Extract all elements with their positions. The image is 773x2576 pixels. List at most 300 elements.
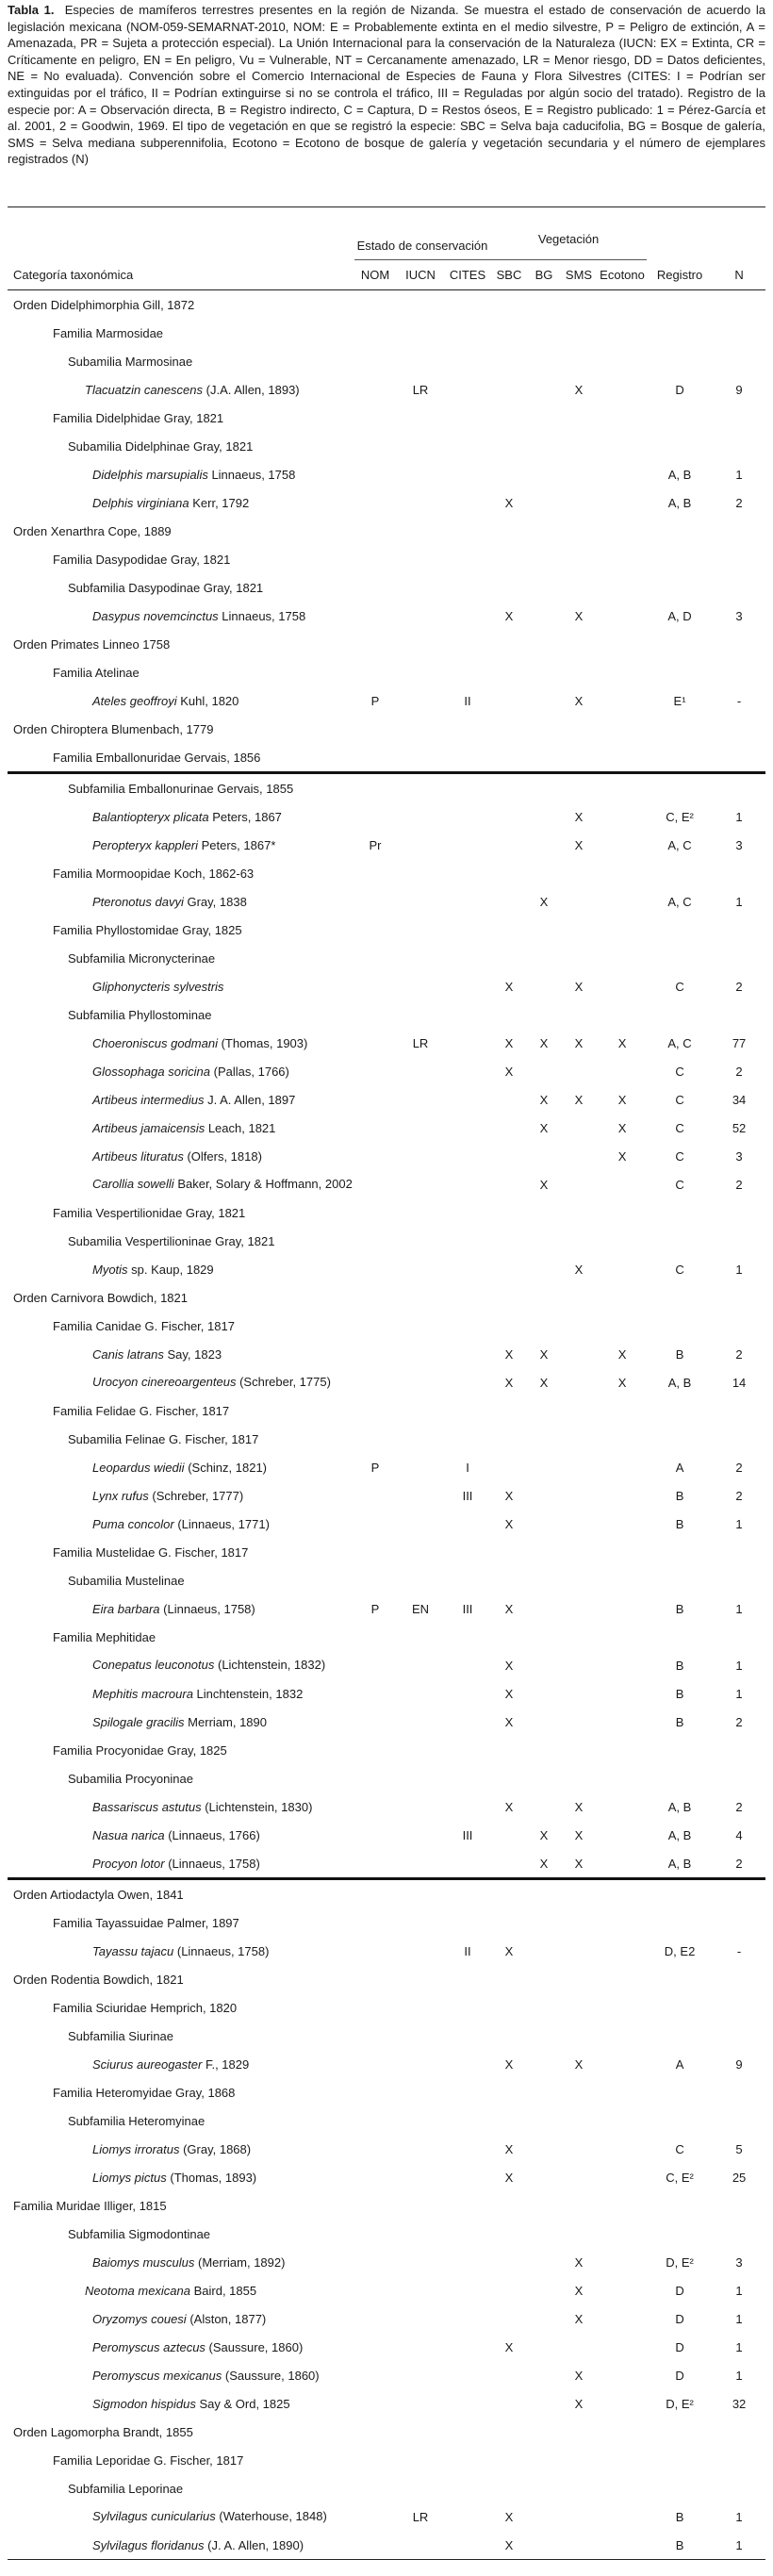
cell-bg — [528, 2389, 560, 2418]
col-ecotono: Ecotono — [598, 260, 647, 290]
table-row — [8, 1879, 765, 1909]
cell-nom — [354, 319, 396, 347]
cell-bg: X — [539, 1375, 549, 1390]
cell-iucn — [396, 1114, 445, 1142]
table-row — [8, 1368, 765, 1396]
table-row — [8, 488, 765, 517]
cell-nom — [354, 2135, 396, 2163]
cell-bg — [528, 2446, 560, 2474]
table-row — [8, 1227, 765, 1255]
cell-n — [713, 573, 765, 602]
cell-sms: X — [574, 837, 584, 852]
cell-cites — [445, 1764, 490, 1792]
cell-ecotono — [598, 1453, 647, 1481]
species-name: Liomys irroratus — [92, 2141, 180, 2156]
cell-registro — [647, 1764, 713, 1792]
species-authority: Linnaeus, 1758 — [207, 467, 296, 482]
table-caption — [8, 2, 765, 168]
cell-bg — [528, 1879, 560, 1909]
cell-bg — [528, 1708, 560, 1736]
cell-cites — [445, 545, 490, 573]
cell-n — [713, 1993, 765, 2022]
cell-nom — [354, 944, 396, 972]
cell-nom — [354, 2106, 396, 2135]
table-row — [8, 2304, 765, 2333]
cell-sbc — [490, 545, 528, 573]
cell-bg — [528, 488, 560, 517]
table-row — [8, 1736, 765, 1764]
cell-nom — [354, 1651, 396, 1679]
cell-bg: X — [539, 1035, 549, 1050]
cell-ecotono — [598, 2220, 647, 2248]
cell-registro — [647, 517, 713, 545]
cell-registro: D, E² — [666, 2396, 694, 2411]
cell-sms — [560, 2446, 598, 2474]
cell-iucn — [396, 859, 445, 887]
cell-iucn — [396, 630, 445, 658]
cell-nom — [354, 375, 396, 404]
species-authority: (Lichtenstein, 1830) — [201, 1799, 313, 1814]
cell-iucn — [396, 715, 445, 743]
cell-n — [713, 1312, 765, 1340]
cell-ecotono — [598, 602, 647, 630]
cell-ecotono — [598, 1227, 647, 1255]
cell-registro — [647, 432, 713, 460]
table-row — [8, 2502, 765, 2531]
cell-iucn — [396, 460, 445, 488]
cell-sbc: X — [504, 1601, 514, 1616]
cell-bg — [528, 290, 560, 320]
header-group-conservacion: Estado de conservación — [354, 207, 490, 260]
cell-iucn — [396, 2050, 445, 2078]
cell-bg — [528, 1538, 560, 1566]
taxon-name — [8, 887, 354, 916]
cell-sms — [560, 460, 598, 488]
species-table — [8, 206, 765, 2560]
cell-nom — [354, 2163, 396, 2191]
cell-sms: X — [574, 2368, 584, 2383]
cell-bg — [528, 2220, 560, 2248]
cell-cites — [445, 2502, 490, 2531]
cell-n: 77 — [732, 1035, 747, 1050]
cell-iucn — [396, 1708, 445, 1736]
taxon-name: Familia Felidae G. Fischer, 1817 — [53, 1403, 230, 1418]
cell-ecotono — [598, 2502, 647, 2531]
cell-cites — [445, 488, 490, 517]
cell-registro: D, E2 — [664, 1943, 696, 1958]
cell-cites — [445, 1425, 490, 1453]
cell-sbc — [490, 859, 528, 887]
cell-iucn — [396, 2078, 445, 2106]
table-row — [8, 573, 765, 602]
cell-ecotono — [598, 1198, 647, 1227]
taxon-name — [8, 1340, 354, 1368]
species-name: Peropteryx kappleri — [92, 837, 198, 852]
cell-nom — [354, 2276, 396, 2304]
cell-ecotono — [598, 1965, 647, 1993]
cell-sms — [560, 1937, 598, 1965]
cell-cites: III — [462, 1601, 473, 1616]
cell-ecotono — [598, 1792, 647, 1821]
cell-iucn — [396, 1283, 445, 1312]
cell-n: 1 — [735, 1601, 743, 1616]
cell-cites — [445, 375, 490, 404]
taxon-name — [8, 2361, 354, 2389]
cell-n — [713, 1000, 765, 1029]
cell-cites — [445, 573, 490, 602]
cell-bg: X — [539, 1827, 549, 1842]
cell-nom — [354, 1029, 396, 1057]
cell-sms — [560, 1538, 598, 1566]
species-name: Peromyscus aztecus — [92, 2339, 206, 2354]
cell-bg — [528, 802, 560, 831]
table-row — [8, 602, 765, 630]
cell-cites — [445, 2078, 490, 2106]
cell-sms — [560, 404, 598, 432]
cell-sms — [560, 1679, 598, 1708]
cell-registro: A, B — [667, 467, 692, 482]
cell-registro — [647, 290, 713, 320]
cell-n — [713, 773, 765, 803]
cell-n — [713, 630, 765, 658]
cell-registro — [647, 916, 713, 944]
cell-nom — [354, 1312, 396, 1340]
cell-bg — [528, 347, 560, 375]
cell-sbc — [490, 1227, 528, 1255]
cell-cites — [445, 1396, 490, 1425]
cell-bg — [528, 2474, 560, 2502]
cell-iucn: LR — [412, 2509, 429, 2524]
cell-sbc: X — [504, 608, 514, 623]
species-name: Liomys pictus — [92, 2170, 167, 2185]
cell-registro: A, B — [667, 495, 692, 510]
taxon-name — [8, 1368, 354, 1396]
table-row — [8, 1538, 765, 1566]
species-authority: (Schreber, 1777) — [148, 1488, 244, 1503]
cell-cites — [445, 1623, 490, 1651]
cell-registro — [647, 2078, 713, 2106]
cell-bg — [528, 743, 560, 773]
cell-iucn — [396, 1085, 445, 1114]
cell-bg — [528, 1057, 560, 1085]
cell-sbc — [490, 2106, 528, 2135]
cell-sbc — [490, 1993, 528, 2022]
table-row — [8, 1340, 765, 1368]
cell-sbc — [490, 1453, 528, 1481]
cell-registro: C, E² — [666, 809, 694, 824]
cell-sbc — [490, 1566, 528, 1594]
cell-iucn — [396, 2361, 445, 2389]
cell-sbc — [490, 658, 528, 686]
cell-iucn — [396, 319, 445, 347]
cell-sbc — [490, 1821, 528, 1849]
cell-sbc — [490, 1764, 528, 1792]
cell-ecotono — [598, 1396, 647, 1425]
cell-ecotono — [598, 831, 647, 859]
cell-nom — [354, 1283, 396, 1312]
taxon-name — [8, 2276, 354, 2304]
species-authority: Kuhl, 1820 — [176, 693, 239, 708]
taxon-name — [8, 686, 354, 715]
cell-sbc — [490, 2248, 528, 2276]
cell-cites — [445, 2022, 490, 2050]
cell-ecotono — [598, 1764, 647, 1792]
species-authority: (Thomas, 1903) — [217, 1035, 308, 1050]
cell-n: 2 — [735, 1460, 743, 1475]
cell-cites — [445, 1908, 490, 1937]
cell-n — [713, 1198, 765, 1227]
cell-registro — [647, 715, 713, 743]
taxon-name — [8, 2502, 354, 2531]
cell-cites — [445, 404, 490, 432]
cell-nom — [354, 1849, 396, 1879]
cell-registro: B — [675, 2509, 684, 2524]
species-name: Tlacuatzin canescens — [85, 382, 204, 397]
species-name: Eira barbara — [92, 1601, 160, 1616]
cell-nom — [354, 773, 396, 803]
cell-n — [713, 944, 765, 972]
cell-sms — [560, 290, 598, 320]
species-name: Artibeus intermedius — [92, 1092, 205, 1107]
species-name: Mephitis macroura — [92, 1686, 193, 1701]
cell-bg — [528, 2361, 560, 2389]
taxon-name — [8, 1170, 354, 1198]
cell-cites — [445, 1000, 490, 1029]
cell-bg — [528, 1792, 560, 1821]
cell-cites — [445, 432, 490, 460]
cell-bg — [528, 1566, 560, 1594]
cell-sms — [560, 1396, 598, 1425]
species-authority: Peters, 1867 — [208, 809, 282, 824]
cell-cites — [445, 1965, 490, 1993]
cell-sbc — [490, 2474, 528, 2502]
cell-registro — [647, 1623, 713, 1651]
taxon-name: Familia Mustelidae G. Fischer, 1817 — [53, 1544, 249, 1560]
table-row — [8, 2050, 765, 2078]
cell-cites — [445, 1679, 490, 1708]
cell-sms: X — [574, 2311, 584, 2326]
cell-n: - — [736, 1943, 742, 1958]
cell-sbc: X — [490, 2531, 528, 2560]
taxon-name — [8, 1114, 354, 1142]
species-authority: (Lichtenstein, 1832) — [214, 1658, 326, 1672]
cell-iucn — [396, 743, 445, 773]
cell-registro — [647, 2106, 713, 2135]
cell-sbc — [490, 2418, 528, 2446]
species-authority: (Schreber, 1775) — [236, 1375, 331, 1389]
cell-iucn — [396, 1879, 445, 1909]
cell-sbc: X — [504, 1346, 514, 1362]
cell-sbc — [490, 1736, 528, 1764]
cell-bg — [528, 1965, 560, 1993]
species-name: Nasua narica — [92, 1827, 165, 1842]
species-name: Sciurus aureogaster — [92, 2056, 203, 2072]
taxon-name — [8, 1651, 354, 1679]
cell-sms — [560, 1510, 598, 1538]
cell-ecotono — [598, 916, 647, 944]
table-row — [8, 2220, 765, 2248]
cell-sms — [560, 432, 598, 460]
cell-sms — [560, 1368, 598, 1396]
cell-n — [713, 658, 765, 686]
cell-sbc — [490, 802, 528, 831]
cell-nom — [354, 1198, 396, 1227]
cell-ecotono — [598, 773, 647, 803]
cell-cites — [445, 2446, 490, 2474]
cell-ecotono — [598, 1623, 647, 1651]
cell-registro — [647, 1396, 713, 1425]
cell-bg — [528, 1651, 560, 1679]
cell-sms — [560, 1198, 598, 1227]
species-authority: Merriam, 1890 — [184, 1714, 267, 1729]
cell-ecotono — [598, 432, 647, 460]
taxon-name: Subfamilia Emballonurinae Gervais, 1855 — [8, 773, 354, 803]
table-row — [8, 1283, 765, 1312]
table-row — [8, 1937, 765, 1965]
cell-cites — [445, 1142, 490, 1170]
table-row — [8, 2276, 765, 2304]
cell-n: 1 — [713, 2531, 765, 2560]
cell-ecotono — [598, 2106, 647, 2135]
species-name: Peromyscus mexicanus — [92, 2368, 222, 2383]
cell-registro: A, C — [667, 894, 692, 909]
species-authority: (Merriam, 1892) — [194, 2254, 286, 2270]
cell-sms: X — [574, 809, 584, 824]
cell-iucn — [396, 545, 445, 573]
cell-ecotono — [598, 715, 647, 743]
cell-n: 1 — [735, 1262, 743, 1277]
cell-registro — [647, 1000, 713, 1029]
cell-iucn — [396, 2304, 445, 2333]
cell-ecotono — [598, 404, 647, 432]
cell-cites — [445, 1538, 490, 1566]
table-body — [8, 290, 765, 2560]
cell-nom — [354, 1114, 396, 1142]
taxon-name: Familia Atelinae — [53, 665, 140, 680]
cell-n — [713, 1425, 765, 1453]
cell-n: 1 — [735, 809, 743, 824]
table-row — [8, 1792, 765, 1821]
species-authority: (J.A. Allen, 1893) — [203, 382, 300, 397]
table-row — [8, 432, 765, 460]
cell-sms — [560, 1908, 598, 1937]
cell-iucn — [396, 1057, 445, 1085]
cell-sms: X — [574, 1799, 584, 1814]
taxon-name: Familia Canidae G. Fischer, 1817 — [53, 1318, 235, 1333]
cell-sbc — [490, 1000, 528, 1029]
table-row — [8, 2106, 765, 2135]
cell-iucn — [396, 1736, 445, 1764]
cell-bg — [528, 1198, 560, 1227]
cell-ecotono: X — [617, 1148, 627, 1164]
cell-nom — [354, 347, 396, 375]
cell-bg — [528, 2106, 560, 2135]
cell-sms — [560, 1425, 598, 1453]
cell-n — [713, 916, 765, 944]
species-authority: Gray, 1838 — [183, 894, 247, 909]
taxon-name: Orden Rodentia Bowdich, 1821 — [13, 1972, 184, 1987]
cell-sms — [560, 2135, 598, 2163]
cell-n — [713, 1764, 765, 1792]
cell-iucn — [396, 802, 445, 831]
cell-sbc: X — [504, 1035, 514, 1050]
cell-cites — [445, 1283, 490, 1312]
cell-nom — [354, 2191, 396, 2220]
cell-cites: I — [466, 1460, 469, 1475]
cell-cites — [445, 517, 490, 545]
cell-sbc — [490, 686, 528, 715]
cell-ecotono — [598, 1849, 647, 1879]
taxon-name — [8, 1481, 354, 1510]
cell-ecotono — [598, 1057, 647, 1085]
species-name: Pteronotus davyi — [92, 894, 184, 909]
table-row — [8, 404, 765, 432]
cell-iucn — [396, 831, 445, 859]
taxon-name — [8, 1142, 354, 1170]
cell-ecotono — [598, 2022, 647, 2050]
cell-cites — [445, 831, 490, 859]
cell-bg — [528, 831, 560, 859]
cell-iucn — [396, 1340, 445, 1368]
cell-iucn — [396, 1908, 445, 1937]
cell-registro — [647, 1425, 713, 1453]
cell-registro — [647, 2220, 713, 2248]
cell-nom — [354, 1142, 396, 1170]
cell-n: 5 — [735, 2141, 743, 2156]
cell-registro: C — [675, 1092, 684, 1107]
cell-sms — [560, 1651, 598, 1679]
taxon-name: Familia Marmosidae — [53, 325, 164, 340]
cell-cites — [445, 859, 490, 887]
taxon-name — [8, 2248, 354, 2276]
cell-ecotono — [598, 2276, 647, 2304]
cell-registro: A, B — [667, 1375, 692, 1390]
cell-n: 3 — [735, 2254, 743, 2270]
table-row — [8, 545, 765, 573]
table-row — [8, 2418, 765, 2446]
cell-registro — [647, 1283, 713, 1312]
species-name: Choeroniscus godmani — [92, 1035, 218, 1050]
taxon-name — [8, 2531, 354, 2560]
taxon-name — [8, 1679, 354, 1708]
cell-nom — [354, 1623, 396, 1651]
cell-nom: P — [370, 1601, 380, 1616]
taxon-name: Familia Procyonidae Gray, 1825 — [53, 1742, 227, 1758]
cell-sbc: X — [504, 1943, 514, 1958]
taxon-name: Familia Leporidae G. Fischer, 1817 — [53, 2452, 244, 2468]
table-row — [8, 347, 765, 375]
cell-n: 9 — [735, 2056, 743, 2072]
cell-bg — [528, 686, 560, 715]
cell-bg — [528, 545, 560, 573]
taxon-name — [8, 2050, 354, 2078]
species-name: Tayassu tajacu — [92, 1943, 174, 1958]
cell-sms — [560, 2078, 598, 2106]
cell-nom — [354, 2304, 396, 2333]
cell-bg — [528, 2022, 560, 2050]
table-row — [8, 2389, 765, 2418]
cell-sms — [560, 1283, 598, 1312]
taxon-name — [8, 2304, 354, 2333]
cell-sbc — [490, 1170, 528, 1198]
cell-iucn — [396, 2135, 445, 2163]
col-n: N — [713, 260, 765, 290]
cell-sms: X — [574, 693, 584, 708]
col-sbc: SBC — [490, 260, 528, 290]
cell-cites — [445, 1368, 490, 1396]
cell-sms — [560, 1708, 598, 1736]
cell-bg — [528, 1142, 560, 1170]
